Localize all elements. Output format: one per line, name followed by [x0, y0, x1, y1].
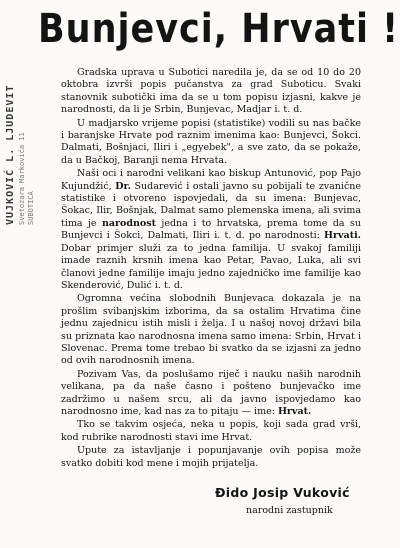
stamp-city: SUBOTICA: [27, 191, 35, 225]
stamp-address: Svetozara Markovića 11: [18, 132, 26, 225]
signature-role: narodni zastupnik: [246, 505, 333, 516]
paragraph-census-order: Gradska uprava u Subotici naredila je, da se od 10 do 20 oktobra izvrši popis pučanstva za grad Suboticu. Svaki stanovnik subotički ima da se u tom popisu izjasni, kakve je narodnosti, da li je Srbin, Bunjevac, Madjar i. t. d.: [61, 67, 361, 116]
paragraph-instruction: Tko se takvim osjeća, neka u popis, koji sada grad vrši, kod rubrike narodnosti stavi ime Hrvat.: [61, 419, 361, 443]
paragraph-national-leaders: Naši oci i narodni velikani kao biskup Antunović, pop Pajo Kujundžić, Dr. Sudarević i ostali javno su pobijali te zvanične statistike i otvoreno ispovjedali, da su imena: Bunjevac, Šokac, Ilir, Bošnjak, Dalmat samo plemenska imena, ali svima tima je narodnost jedna i to hrvatska, prema tome da su Bunjevci i Šokci, Dalmati, Iliri i. t. d. po narodnosti: Hrvati. Dobar primjer služi za to jedna familija. U svakoj familiji imade raznih krsnih imena kao Petar, Pavao, Luka, ali svi članovi jedne familije imaju jedno zajedničko ime familije kao Skenderović, Dulić i. t. d.: [61, 168, 362, 291]
leaflet-title: Bunjevci, Hrvati !: [38, 6, 400, 53]
stamp-name: VUJKOVIĆ L. LJUDEVIT: [5, 84, 16, 225]
paragraph-guidance: Upute za istavljanje i popunjavanje ovih popisa može svatko dobiti kod mene i mojih prijatelja.: [61, 445, 361, 469]
paragraph-hungarian-statistics: U madjarsko vrijeme popisi (statistike) vodili su nas bačke i baranjske Hrvate pod raznim imenima kao: Bunjevci, Šokci. Dalmati, Bošnjaci, Iliri i „egyebek", a sve zato, da se pokaže, da u Bačkoj, Baranji nema Hrvata.: [61, 117, 361, 166]
paragraph-appeal: Pozivam Vas, da poslušamo riječ i nauku naših narodnih velikana, pa da naše časno i pošteno bunjevačko ime zadržimo u našem srcu, ali da javno ispovjedamo kao narodnosno ime, kad nas za to pitaju — ime: Hrvat.: [61, 368, 361, 417]
owner-stamp: [3, 65, 37, 235]
paragraph-elections: Ogromna većina slobodnih Bunjevaca dokazala je na prošlim svibanjskim izborima, da sa ostalim Hrvatima čine jednu zajednicu istih misli i želja. I u našoj novoj državi bila su priznata kao narodnosna imena samo imena: Srbin, Hrvat i Slovenac. Prema tome trebao bi svatko da se izjasni za jedno od ovih narodnosnih imena.: [61, 293, 361, 367]
signature-name: Đido Josip Vuković: [215, 485, 350, 500]
leaflet-body: [61, 67, 361, 471]
